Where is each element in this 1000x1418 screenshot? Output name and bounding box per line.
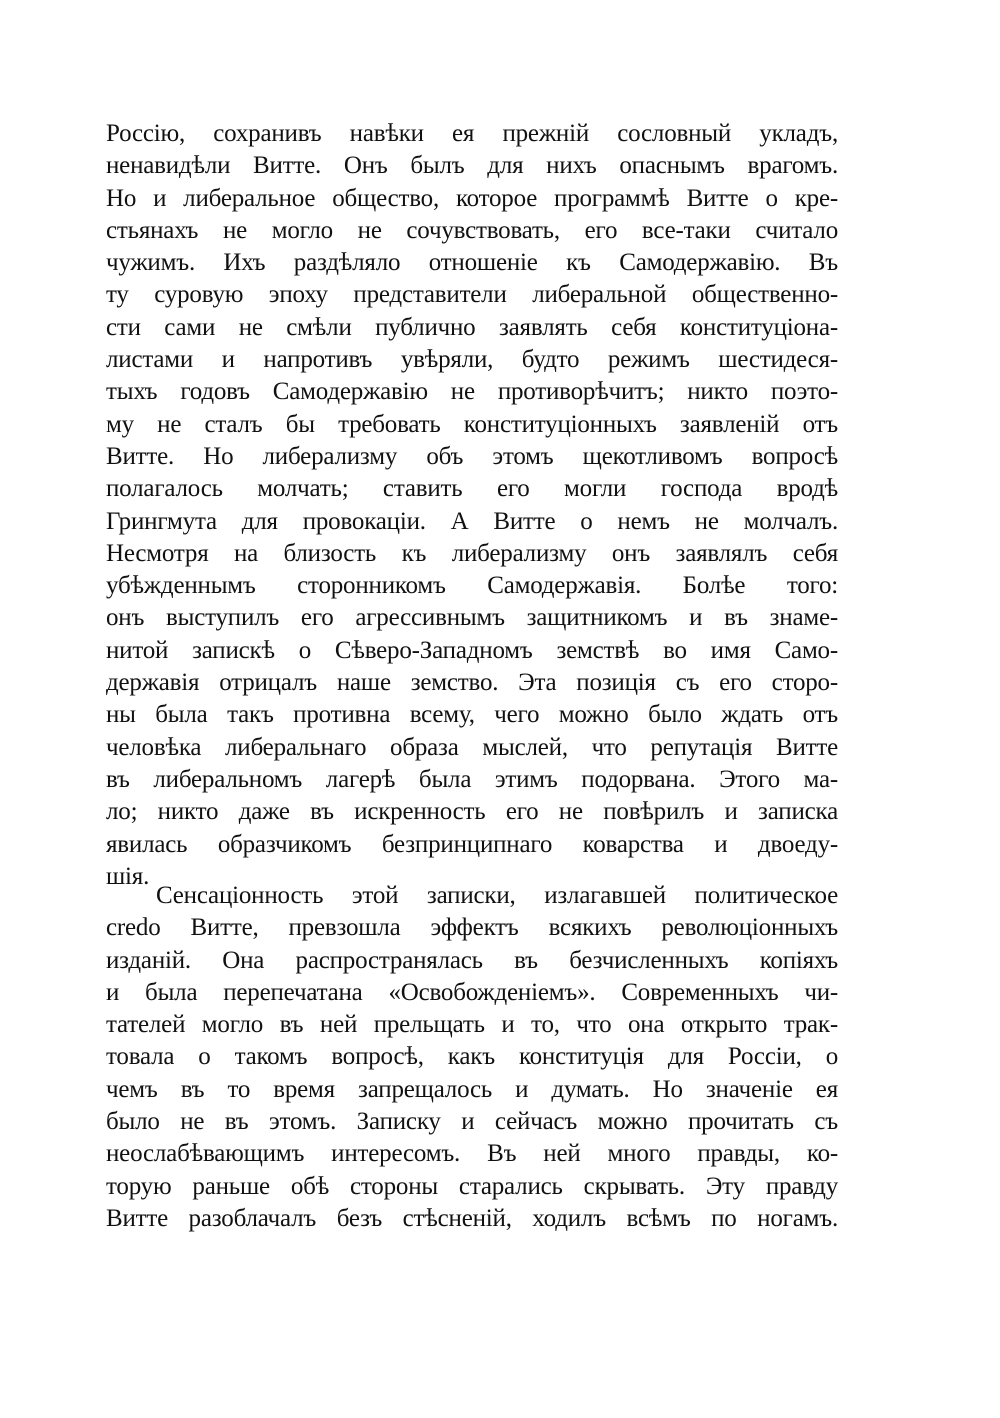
text-line: ту суровую эпоху представители либеральной общественно- xyxy=(106,281,838,309)
text-line: изданій. Она распространялась въ безчисленныхъ копіяхъ xyxy=(106,946,838,974)
text-line: тыхъ годовъ Самодержавію не противорѣчитъ; никто поэто- xyxy=(106,378,838,406)
text-line: шія. xyxy=(106,862,150,890)
text-line: державія отрицалъ наше земство. Эта позиція съ его сторо- xyxy=(106,669,838,697)
text-line: Но и либеральное общество, которое программѣ Витте о кре- xyxy=(106,184,838,212)
text-line: въ либеральномъ лагерѣ была этимъ подорвана. Этого ма- xyxy=(106,765,838,793)
text-line: Россію, сохранивъ навѣки ея прежній сословный укладъ, xyxy=(106,120,838,147)
text-line: ны была такъ противна всему, чего можно было ждать отъ xyxy=(106,701,838,729)
text-line: нитой запискѣ о Сѣверо-Западномъ земствѣ во имя Само- xyxy=(106,636,838,664)
text-line: Витте. Но либерализму объ этомъ щекотливомъ вопросѣ xyxy=(106,442,838,470)
text-line: было не въ этомъ. Записку и сейчасъ можно прочитать съ xyxy=(106,1108,838,1136)
text-line: Сенсаціонность этой записки, излагавшей политическое xyxy=(156,882,838,909)
text-line: чемъ въ то время запрещалось и думать. Но значеніе ея xyxy=(106,1075,838,1103)
text-line: ло; никто даже въ искренность его не повѣрилъ и записка xyxy=(106,798,838,826)
paragraph-2 xyxy=(106,880,838,1235)
text-line: credo Витте, превзошла эффектъ всякихъ революціонныхъ xyxy=(106,914,838,942)
text-line: чужимъ. Ихъ раздѣляло отношеніе къ Самодержавію. Въ xyxy=(106,249,838,277)
text-line: полагалось молчать; ставить его могли господа вродѣ xyxy=(106,475,838,503)
text-line: Грингмута для провокаціи. А Витте о немъ не молчалъ. xyxy=(106,507,838,535)
text-line: человѣка либеральнаго образа мыслей, что репутація Витте xyxy=(106,733,838,761)
text-line: явилась образчикомъ безпринципнаго коварства и двоеду- xyxy=(106,830,838,858)
text-line: неослабѣвающимъ интересомъ. Въ ней много правды, ко- xyxy=(106,1140,838,1168)
text-line: убѣжденнымъ сторонникомъ Самодержавія. Болѣе того: xyxy=(106,572,838,600)
text-line: листами и напротивъ увѣряли, будто режимъ шестидеся- xyxy=(106,346,838,374)
text-line: и была перепечатана «Освобожденіемъ». Современныхъ чи- xyxy=(106,978,838,1006)
text-line: товала о такомъ вопросѣ, какъ конституція для Россіи, о xyxy=(106,1043,838,1071)
text-line: му не сталъ бы требовать конституціонныхъ заявленій отъ xyxy=(106,410,838,438)
text-line: стьянахъ не могло не сочувствовать, его все-таки считало xyxy=(106,216,838,244)
text-line: Витте разоблачалъ безъ стѣсненій, ходилъ всѣмъ по ногамъ. xyxy=(106,1204,838,1232)
text-line: сти сами не смѣли публично заявлять себя конституціона- xyxy=(106,313,838,341)
text-line: Несмотря на близость къ либерализму онъ заявлялъ себя xyxy=(106,539,838,567)
text-line: онъ выступилъ его агрессивнымъ защитникомъ и въ знаме- xyxy=(106,604,838,632)
text-line: торую раньше обѣ стороны старались скрывать. Эту правду xyxy=(106,1172,838,1200)
text-line: ненавидѣли Витте. Онъ былъ для нихъ опаснымъ врагомъ. xyxy=(106,152,838,180)
text-line: тателей могло въ ней прельщать и то, что она открыто трак- xyxy=(106,1011,838,1039)
paragraph-1 xyxy=(106,118,838,893)
